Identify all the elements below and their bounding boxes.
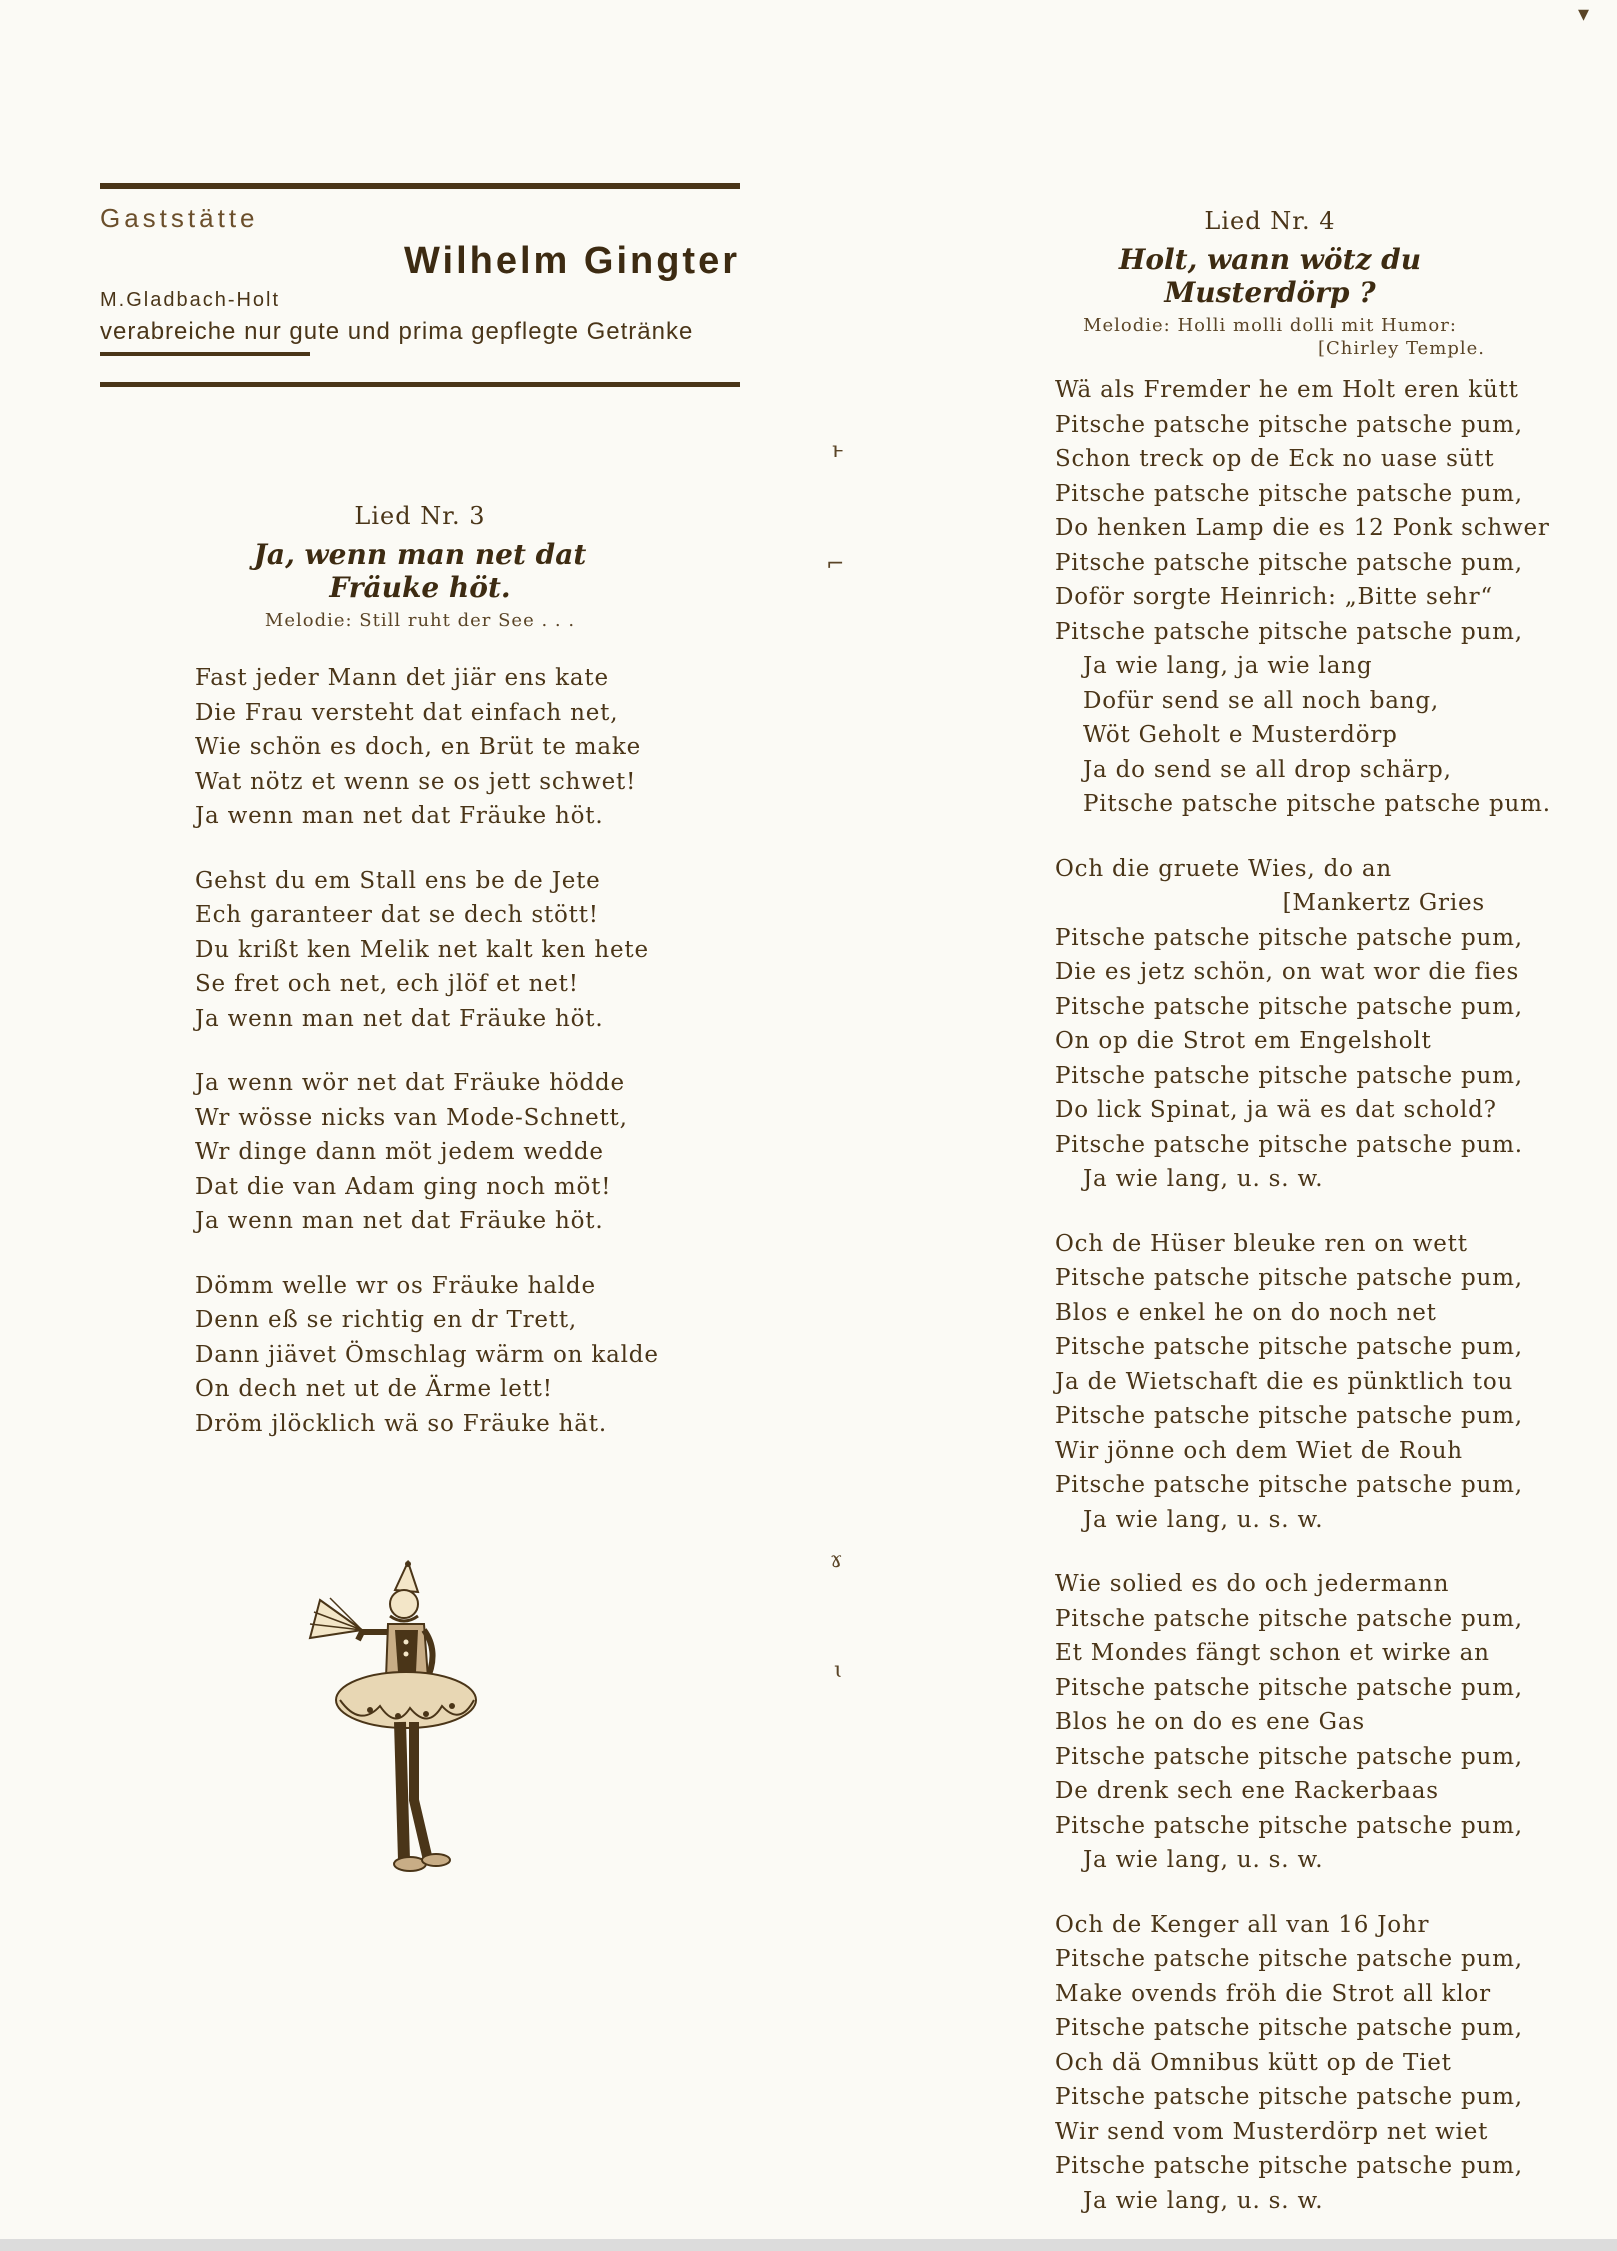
verse-line: Dröm jlöcklich wä so Fräuke hät. — [195, 1410, 607, 1437]
refrain-line: Ja wie lang, u. s. w. — [1083, 1166, 1324, 1192]
chorus-line: Dofür send se all noch bang, — [1083, 687, 1439, 714]
verse-line: Et Mondes fängt schon et wirke an — [1055, 1640, 1490, 1666]
chorus-line: Ja do send se all drop schärp, — [1083, 756, 1452, 783]
gutter-mark: ɩ — [834, 1658, 843, 1683]
verse-line: Och die gruete Wies, do an — [1055, 855, 1393, 882]
divider — [100, 183, 740, 189]
verse-line: Se fret och net, ech jlöf et net! — [195, 971, 579, 997]
verse-line: Ech garanteer dat se dech stött! — [195, 902, 599, 928]
verse-line: Pitsche patsche pitsche patsche pum, — [1055, 1403, 1523, 1429]
verse-line: On op die Strot em Engelsholt — [1055, 1028, 1432, 1054]
verse-line: Denn eß se richtig en dr Trett, — [195, 1307, 577, 1333]
verse-line: Pitsche patsche pitsche patsche pum, — [1055, 1812, 1523, 1839]
verse — [1055, 1908, 1523, 2219]
verse-line: [Mankertz Gries — [1282, 890, 1485, 916]
song-3 — [195, 502, 659, 1441]
verse-line: Die Frau versteht dat einfach net, — [195, 699, 619, 726]
divider — [100, 382, 740, 387]
chorus — [1055, 649, 1551, 822]
verse-line: De drenk sech ene Rackerbaas — [1055, 1778, 1439, 1804]
verse-line: Och de Kenger all van 16 Johr — [1055, 1911, 1430, 1938]
verse-line: Fast jeder Mann det jiär ens kate — [195, 665, 609, 691]
verse-line: Pitsche patsche pitsche patsche pum, — [1055, 1472, 1523, 1498]
verse-line: Pitsche patsche pitsche patsche pum, — [1055, 1946, 1523, 1972]
verse-line: Pitsche patsche pitsche patsche pum, — [1055, 1334, 1523, 1360]
verse — [195, 864, 649, 1037]
verse — [195, 661, 645, 834]
divider — [100, 352, 310, 356]
verse-line: Ja wenn man net dat Fräuke höt. — [195, 1208, 604, 1234]
song-melody: Melodie: Holli molli dolli mit Humor: — [1083, 315, 1457, 336]
harlequin-dancer-illustration — [300, 1560, 500, 1920]
gutter-mark: ɤ — [830, 1548, 843, 1573]
ad-city: M.Gladbach-Holt — [100, 289, 281, 311]
verse-line: Schon treck op de Eck no uase sütt — [1055, 446, 1495, 472]
verse-line: Ja wenn man net dat Fräuke höt. — [195, 803, 604, 829]
ad-business-name: Wilhelm Gingter — [403, 240, 740, 282]
verse-line: Pitsche patsche pitsche patsche pum, — [1055, 549, 1523, 576]
gutter-mark: ͱ — [832, 438, 844, 463]
verse-line: Pitsche patsche pitsche patsche pum, — [1055, 2015, 1523, 2041]
song-title: Holt, wann wötz du Musterdörp ? — [1118, 243, 1422, 309]
ad-business-type: Gaststätte — [100, 203, 259, 233]
song-4 — [1055, 207, 1551, 2218]
verse-line: Pitsche patsche pitsche patsche pum, — [1055, 1062, 1523, 1089]
verse — [1055, 373, 1550, 649]
verse-line: Pitsche patsche pitsche patsche pum, — [1055, 618, 1523, 645]
refrain-line: Ja wie lang, u. s. w. — [1083, 2187, 1324, 2214]
verse-line: Pitsche patsche pitsche patsche pum, — [1055, 1743, 1523, 1770]
song-melody-continued: [Chirley Temple. — [1317, 338, 1485, 359]
verse-line: Wir send vom Musterdörp net wiet — [1055, 2118, 1489, 2145]
verse-line: Ja de Wietschaft die es pünktlich tou — [1055, 1368, 1514, 1395]
verse-line: Och de Hüser bleuke ren on wett — [1055, 1230, 1468, 1257]
verse-line: Ja wenn man net dat Fräuke höt. — [195, 1005, 604, 1032]
verse-line: Die es jetz schön, on wat wor die fies — [1055, 959, 1520, 985]
advertisement — [100, 183, 740, 387]
verse — [1055, 852, 1523, 1197]
verse-line: Wie solied es do och jedermann — [1055, 1571, 1450, 1597]
verse-line: Dömm welle wr os Fräuke halde — [195, 1272, 596, 1299]
verse-line: On dech net ut de Ärme lett! — [195, 1376, 553, 1402]
verse-line: Wr dinge dann möt jedem wedde — [195, 1139, 604, 1165]
verse-line: Wä als Fremder he em Holt eren kütt — [1055, 377, 1519, 403]
verse-line: Pitsche patsche pitsche patsche pum, — [1055, 1674, 1523, 1701]
verse-line: Make ovends fröh die Strot all klor — [1055, 1980, 1491, 2007]
song-melody: Melodie: Still ruht der See . . . — [264, 610, 576, 631]
verse-line: Du krißt ken Melik net kalt ken hete — [195, 936, 649, 963]
verse-line: Wr wösse nicks van Mode-Schnett, — [195, 1104, 628, 1131]
verse-line: Wat nötz et wenn se os jett schwet! — [195, 768, 637, 795]
verse-line: Pitsche patsche pitsche patsche pum, — [1055, 1265, 1523, 1291]
verse — [195, 1269, 659, 1442]
refrain-line: Ja wie lang, u. s. w. — [1083, 1847, 1324, 1873]
chorus-line: Wöt Geholt e Musterdörp — [1083, 722, 1398, 748]
verse — [1055, 1567, 1523, 1878]
verse-line: Pitsche patsche pitsche patsche pum. — [1055, 1131, 1523, 1158]
verse-line: Pitsche patsche pitsche patsche pum, — [1055, 993, 1523, 1020]
verse-line: Gehst du em Stall ens be de Jete — [195, 867, 601, 894]
verse-line: Do lick Spinat, ja wä es dat schold? — [1055, 1097, 1497, 1123]
song-number: Lied Nr. 3 — [354, 502, 486, 530]
verse-line: Wie schön es doch, en Brüt te make — [195, 734, 642, 760]
verse-line: Pitsche patsche pitsche patsche pum, — [1055, 2084, 1523, 2110]
chorus-line: Pitsche patsche pitsche patsche pum. — [1083, 791, 1551, 817]
verse — [195, 1066, 645, 1239]
verse-line: Dann jiävet Ömschlag wärm on kalde — [195, 1341, 659, 1368]
chorus-line: Ja wie lang, ja wie lang — [1083, 653, 1373, 679]
verse-line: Pitsche patsche pitsche patsche pum, — [1055, 924, 1523, 951]
refrain-line: Ja wie lang, u. s. w. — [1083, 1506, 1324, 1533]
verse-line: Do henken Lamp die es 12 Ponk schwer — [1055, 515, 1550, 541]
gutter-mark: ⌐ — [826, 552, 845, 577]
verse-line: Ja wenn wör net dat Fräuke hödde — [195, 1070, 625, 1096]
verse-line: Pitsche patsche pitsche patsche pum, — [1055, 2153, 1523, 2179]
verse-line: Pitsche patsche pitsche patsche pum, — [1055, 480, 1523, 507]
verse-line: Blos e enkel he on do noch net — [1055, 1299, 1437, 1326]
song-number: Lied Nr. 4 — [1204, 207, 1336, 235]
verse-line: Doför sorgte Heinrich: „Bitte sehr“ — [1055, 584, 1493, 610]
verse — [1055, 1227, 1523, 1538]
gutter-mark: ▾ — [1578, 2, 1590, 27]
verse-line: Pitsche patsche pitsche patsche pum, — [1055, 1605, 1523, 1632]
song-title: Ja, wenn man net dat Fräuke höt. — [253, 538, 587, 604]
verse-line: Dat die van Adam ging noch möt! — [195, 1173, 612, 1200]
verse-line: Wir jönne och dem Wiet de Rouh — [1055, 1437, 1463, 1464]
verse-line: Blos he on do es ene Gas — [1055, 1709, 1365, 1735]
verse-line: Pitsche patsche pitsche patsche pum, — [1055, 411, 1523, 438]
verse-line: Och dä Omnibus kütt op de Tiet — [1055, 2049, 1452, 2076]
ad-slogan: verabreiche nur gute und prima gepflegte Getränke — [100, 318, 694, 345]
